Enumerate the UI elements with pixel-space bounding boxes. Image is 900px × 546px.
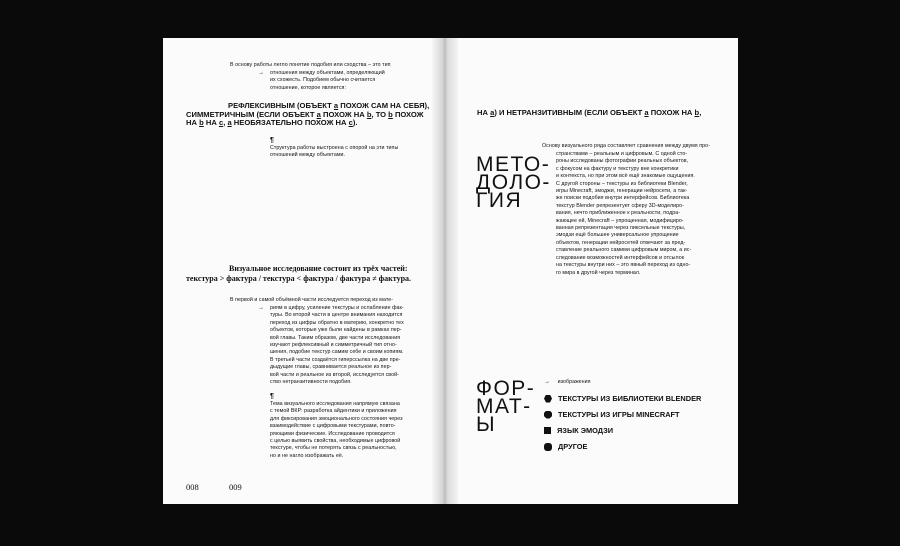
text-line: риям в цифру, усиление текстуры и ослабление фак- [270,305,404,311]
var-b: b [366,109,372,119]
text-line: роны исследованы фотографии реальных объектов, [556,158,689,165]
intro-first-line: В основу работы легло понятие подобия или сходства – это тип [230,62,391,68]
text-span: ПОХОЖ САМ НА СЕБЯ), [340,101,430,110]
research-parts-paragraph [270,305,429,386]
text-span: СИММЕТРИЧНЫМ (ЕСЛИ ОБЪЕКТ [186,109,315,119]
format-item [544,410,680,419]
hexagon-icon [544,395,552,403]
text-line: вания, нечто приближенное к реальности, подра- [556,210,681,217]
var-c: c [348,118,353,128]
text-line: шения, подобие текстур самим себе и своим копиям. [270,349,404,356]
title-line: ГИЯ [476,189,523,212]
text-line: С другой стороны – текстуры из библиотеки Blender, [556,180,688,187]
var-a: a [644,108,649,117]
text-line: с целью выявить свойства, необходимые цифровой [270,438,401,445]
var-a: a [333,101,339,110]
text-span: ) И НЕТРАНЗИТИВНЫМ (ЕСЛИ ОБЪЕКТ [494,108,643,117]
text-line: ставление реального самими цифровым миром, а ис- [556,247,692,254]
text-line: отношения между объектами, определяющий [270,70,385,76]
text-line: ряющими физические. Исследование проводится [270,430,395,437]
thesis-paragraph [270,401,429,460]
text-line: го мира в другой через терминал. [556,269,641,276]
text-line: объектов, генерации нейросетей отвечают за пред- [556,239,686,246]
pilcrow: ¶ [270,393,274,400]
text-span: НА [477,108,488,117]
title-line: ДОЛО- [476,171,551,194]
formula-line: текстура > фактура / текстура < фактура / фактура ≠ фактура. [186,274,412,283]
square-icon [544,427,551,434]
methodology-paragraph [556,151,716,277]
heading-line: Визуальное исследование состоит из трёх частей: [229,264,408,273]
var-a: a [490,108,495,117]
text-line: странствами – реальным и цифровым. С одной сто- [556,151,688,157]
text-line: же поиски подобия внутри интерфейсов. Библиотека [556,195,690,202]
title-line: МАТ- [476,395,532,418]
title-line: Ы [476,413,497,436]
var-a: a [316,109,321,119]
pilcrow: ¶ [270,137,274,144]
arrow-icon: → [258,305,264,311]
text-line: жающее ей, Minecraft – упрощенная, модифициро- [556,217,684,224]
text-span: ПОХОЖ НА [650,108,693,117]
title-line: ФОР- [476,377,536,400]
methodology-title [476,153,551,212]
formats-intro [544,379,591,386]
text-line: текстур Blender репрезентует сферу 3D-моделиро- [556,202,684,209]
text-span: НЕОБЯЗАТЕЛЬНО ПОХОЖ НА [233,118,347,128]
text-line: вой части и реальное из второй, исследуется свой- [270,371,399,378]
format-item [544,426,613,435]
var-a: a [227,118,232,128]
similarity-definition [186,102,430,128]
similarity-definition-continued [477,109,701,118]
text-line: вой главы. Таким образом, две части исследования [270,334,401,341]
text-line: отношение, которое является: [270,84,346,91]
text-line: переход из цифры обратно в материю, конкретно тех [270,319,404,326]
text-line: и контекста, но при этом всё ещё знакомые ощущения. [556,173,695,180]
arrow-icon: → [258,70,264,76]
format-label: ТЕКСТУРЫ ИЗ БИБЛИОТЕКИ BLENDER [558,394,702,403]
octagon-icon [544,411,552,419]
text-span: ПОХОЖ [394,109,424,119]
formats-title [476,377,536,436]
methodology-first-line: Основу визуального ряда составляет сравнения между двумя про- [542,143,710,149]
text-line: изучают рефлексивный и симметричный тип отно- [270,342,397,349]
body-first-line: В первой и самой объёмной части исследуется переход из мате- [230,297,394,303]
text-line: следование возможностей интерфейсов и отсылок [556,254,685,261]
title-line: МЕТО- [476,153,551,176]
text-line: с фокусом на фактуру и текстуру вне конкретики [556,165,679,172]
text-line: В третьей части создаётся гиперссылка на две пре- [270,356,401,363]
intro-paragraph [270,70,385,92]
format-label: ЯЗЫК ЭМОДЗИ [557,426,614,435]
format-item [544,442,587,451]
text-line: Тема визуального исследования напрямую связана [270,401,400,407]
var-c: c [218,118,224,128]
text-line: туры. Во второй части в центре внимания находится [270,312,403,319]
text-line: с темой ВКР: разработка айдентики и приложения [270,408,397,415]
text-line: игры Minecraft, эмоджи, генерации нейросети, а так- [556,188,688,195]
text-line: Структура работы выстроена с опорой на эти типы [270,145,399,151]
page-number-right: 009 [229,482,242,492]
text-span: НА [186,118,197,128]
page-number-left: 008 [186,482,199,492]
text-span: ПОХОЖ НА [323,109,365,119]
format-label: ТЕКСТУРЫ ИЗ ИГРЫ MINECRAFT [558,410,680,419]
text-line: для фиксирования эмоционального состояния через [270,415,403,422]
text-line: ство нетранзитивности подобия. [270,379,352,386]
structure-text [270,145,398,160]
format-label: ДРУГОЕ [558,442,588,451]
text-line: но и не нагло изображать её. [270,452,344,459]
text-line: объектов, которые уже были найдены в рамках пер- [270,327,402,334]
text-span: , [223,118,226,128]
text-line: взаимодействие с цифровыми текстурами, повто- [270,423,396,430]
text-line: на текстуры внутри них – это явный переход из одно- [556,262,691,269]
text-line: их схожесть. Подобием обычно считается [270,77,376,84]
text-line: эмодзи ещё большее универсальное упрощение [556,232,679,239]
var-b: b [199,118,204,128]
text-line: отношений между объектами. [270,152,346,159]
text-span: , ТО [371,109,387,119]
format-item [544,394,701,403]
text-line [186,119,430,128]
rounded-square-icon [544,443,552,451]
research-heading [186,264,411,284]
text-line: дыдущие главы, сравнивается реальное из пер- [270,364,392,371]
text-span: НА [205,118,217,128]
text-line: текстуре, чтобы не потерять связь с реальностью, [270,445,397,452]
text-span: РЕФЛЕКСИВНЫМ (ОБЪЕКТ [228,101,332,110]
var-b: b [388,109,393,119]
text-span: ). [352,118,358,128]
arrow-icon: → [544,379,551,385]
book-spine [432,38,458,504]
formats-intro-label: изображения [557,379,591,385]
var-b: b [694,108,700,117]
text-line: ванная репрезентация через пиксельные текстуры, [556,225,686,232]
text-span: , [699,108,702,117]
